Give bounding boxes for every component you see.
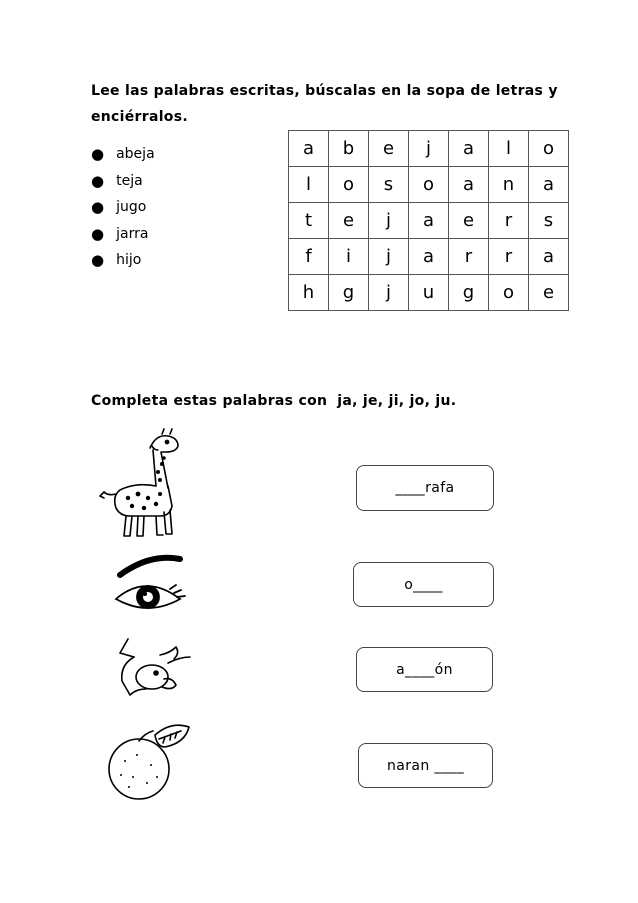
grid-cell[interactable]: h [289,275,329,311]
word-list [91,141,155,274]
eye-icon [110,553,190,623]
grid-cell[interactable]: e [369,131,409,167]
grid-cell[interactable]: j [409,131,449,167]
grid-cell[interactable]: u [409,275,449,311]
word-box-orange[interactable]: naran ____ [358,743,493,788]
grid-cell[interactable]: j [369,275,409,311]
grid-cell[interactable]: r [489,239,529,275]
instruction-complete-words [91,393,456,409]
instruction-word-search: Lee las palabras escritas, búscalas en la sopa de letras y enciérralos. [91,83,558,125]
grid-row [289,167,569,203]
grid-cell[interactable]: n [489,167,529,203]
list-item: ● jugo [91,198,147,217]
grid-cell[interactable]: t [289,203,329,239]
grid-cell[interactable]: a [449,131,489,167]
grid-cell[interactable]: r [489,203,529,239]
grid-cell[interactable]: a [409,203,449,239]
list-item: ● teja [91,171,143,190]
grid-cell[interactable]: o [409,167,449,203]
bullet-icon: ● [91,224,105,243]
word-box-giraffe[interactable]: ____rafa [356,465,494,511]
grid-cell[interactable]: j [369,239,409,275]
grid-cell[interactable]: a [529,167,569,203]
grid-cell[interactable]: s [369,167,409,203]
grid-cell[interactable]: e [529,275,569,311]
grid-cell[interactable]: o [529,131,569,167]
bullet-icon: ● [91,251,105,270]
word-box-eye[interactable]: o____ [353,562,494,607]
grid-row [289,131,569,167]
grid-cell[interactable]: j [369,203,409,239]
grid-row [289,239,569,275]
grid-cell[interactable]: s [529,203,569,239]
grid-cell[interactable]: g [329,275,369,311]
list-item: ● jarra [91,224,149,243]
syllables-text: ja, je, ji, jo, ju. [337,393,457,409]
bird-icon [108,635,193,700]
grid-cell[interactable]: a [409,239,449,275]
grid-row [289,203,569,239]
instruction-text: Completa estas palabras con [91,393,328,409]
grid-cell[interactable]: r [449,239,489,275]
word-search-grid [288,130,569,311]
bullet-icon: ● [91,145,105,164]
grid-cell[interactable]: g [449,275,489,311]
giraffe-icon [98,428,188,538]
bullet-icon: ● [91,198,105,217]
orange-icon [107,721,197,806]
grid-cell[interactable]: i [329,239,369,275]
word-box-bird[interactable]: a____ón [356,647,493,692]
grid-cell[interactable]: b [329,131,369,167]
grid-row [289,275,569,311]
grid-cell[interactable]: e [329,203,369,239]
list-item: ● hijo [91,251,142,270]
grid-cell[interactable]: a [449,167,489,203]
grid-cell[interactable]: o [329,167,369,203]
grid-cell[interactable]: o [489,275,529,311]
grid-cell[interactable]: f [289,239,329,275]
grid-cell[interactable]: a [289,131,329,167]
grid-cell[interactable]: l [489,131,529,167]
list-item: ● abeja [91,145,155,164]
bullet-icon: ● [91,171,105,190]
grid-cell[interactable]: e [449,203,489,239]
grid-cell[interactable]: a [529,239,569,275]
grid-cell[interactable]: l [289,167,329,203]
